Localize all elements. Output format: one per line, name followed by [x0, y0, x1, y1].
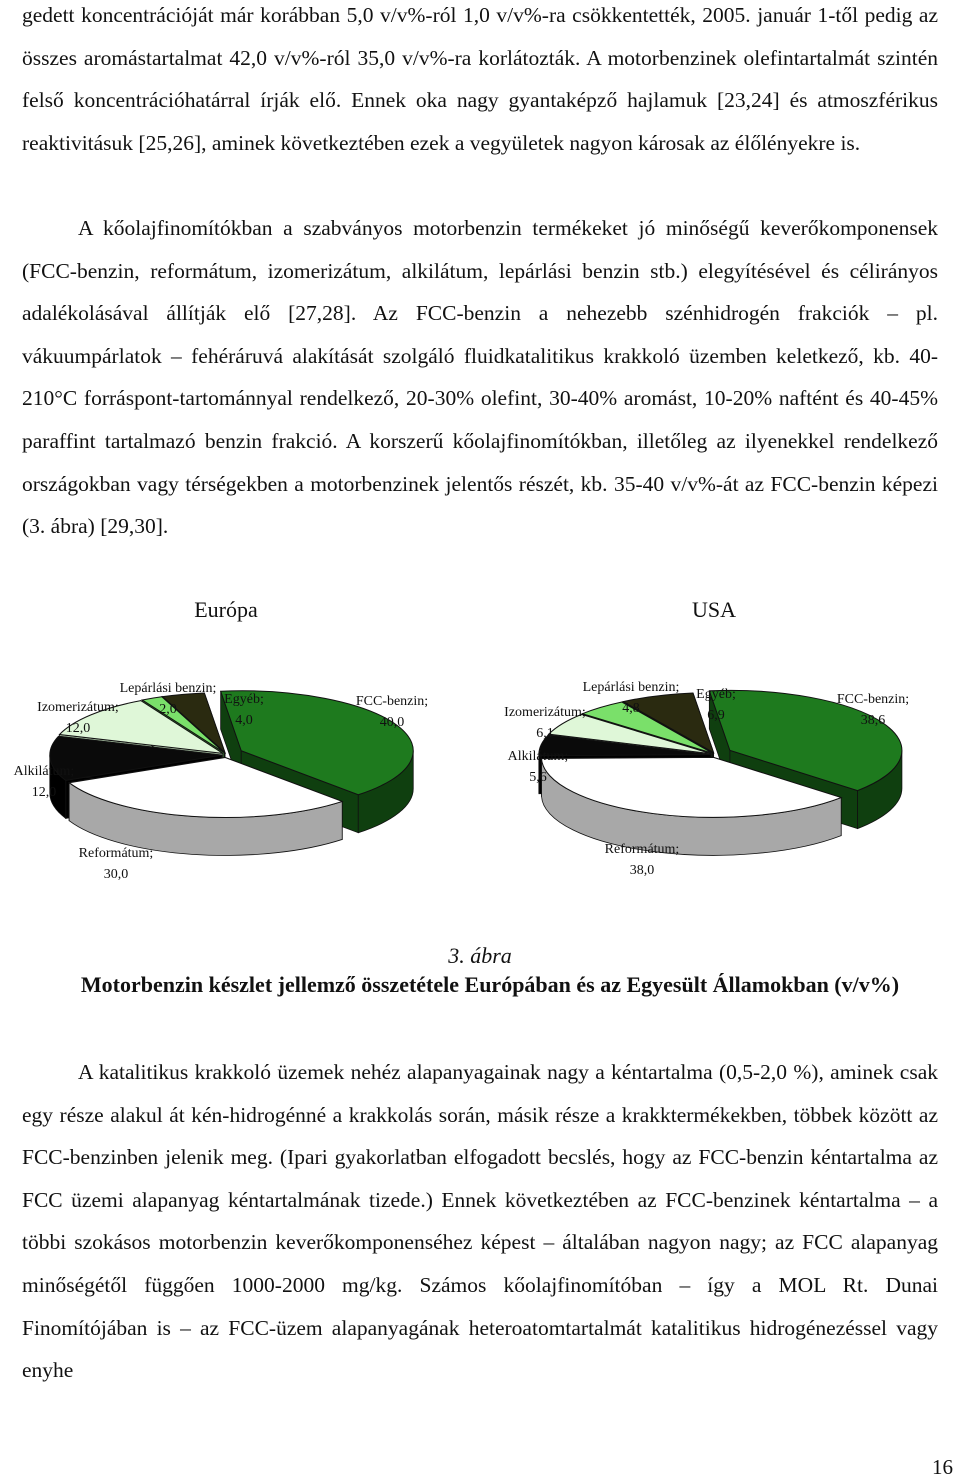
pie-data-label: Alkilátum; 5,6: [507, 749, 569, 785]
composition-pie-charts: [0, 580, 960, 940]
chart-title-usa: USA: [691, 597, 737, 622]
pie-data-label: Lepárlási benzin; 4,8: [582, 680, 680, 716]
pie-data-label: Reformátum; 30,0: [78, 846, 154, 882]
pie-data-label: Lepárlási benzin; 2,0: [119, 681, 217, 717]
figure-caption: Motorbenzin készlet jellemző összetétele Európában és az Egyesült Államokban (v/v%): [80, 972, 900, 997]
pie-chart-europa: [50, 691, 413, 856]
pie-data-label: FCC-benzin; 38,6: [836, 692, 910, 728]
pie-data-label: Izomerizátum; 12,0: [37, 700, 119, 736]
body-paragraph-2: A kőolajfinomítókban a szabványos motorbenzin termékeket jó minőségű keverőkomponensek (FCC-benzin, reformátum, izomerizátum, alkilátum, lepárlási benzin stb.) elegyítésével és célirányos adalékolásával állítják elő [27,28]. Az FCC-benzin a nehezebb szénhidrogén frakciók – pl. vákuumpárlatok – fehéráruvá alakítását szolgáló fluidkatalitikus krakkoló üzemben keletkező, kb. 40-210°C forráspont-tartománnyal rendelkező, 20-30% olefint, 30-40% aromást, 10-20% naftént és 40-45% paraffint tartalmazó benzin frakció. A korszerű kőolajfinomítókban, illetőleg az ilyenekkel rendelkező országokban vagy térségekben a motorbenzinek jelentős részét, kb. 35-40 v/v%-át az FCC-benzin képezi (3. ábra) [29,30].: [22, 216, 938, 539]
figure-number: 3. ábra: [448, 943, 512, 968]
page-number: 16: [932, 1455, 953, 1479]
pie-data-label: FCC-benzin; 40,0: [355, 694, 429, 730]
pie-data-label: Alkilátum; 12,0: [13, 764, 75, 800]
pie-data-label: Reformátum; 38,0: [604, 842, 680, 878]
chart-title-europa: Európa: [194, 597, 258, 622]
pie-data-label: Egyéb; 6,9: [696, 687, 736, 723]
pie-data-label: Egyéb; 4,0: [224, 692, 264, 728]
pie-data-label: Izomerizátum; 6,1: [504, 705, 586, 741]
body-paragraph-1: gedett koncentrációját már korábban 5,0 v/v%-ról 1,0 v/v%-ra csökkentették, 2005. január 1-től pedig az összes aromástartalmat 42,0 v/v%-ról 35,0 v/v%-ra korlátozták. A motorbenzinek olefintartalmát szintén felső koncentrációhatárral írják elő. Ennek oka nagy gyantaképző hajlamuk [23,24] és atmoszférikus reaktivitásuk [25,26], aminek következtében ezek a vegyületek nagyon károsak az élőlényekre is.: [22, 3, 938, 155]
body-paragraph-3: A katalitikus krakkoló üzemek nehéz alapanyagainak nagy a kéntartalma (0,5-2,0 %), aminek csak egy része alakul át kén-hidrogénné a krakkolás során, másik része a krakktermékekben, többek között az FCC-benzinben jelenik meg. (Ipari gyakorlatban elfogadott becslés, hogy az FCC-benzin kéntartalma az FCC üzemi alapanyag kéntartalmának tizede.) Ennek következtében az FCC-benzinek kéntartalma – a többi szokásos motorbenzin keverőkomponenséhez képest – általában nagyon nagy; az FCC alapanyag minőségétől függően 1000-2000 mg/kg. Számos kőolajfinomítóban – így a MOL Rt. Dunai Finomítójában is – az FCC-üzem alapanyagának heteroatomtartalmát katalitikus hidrogénezéssel vagy enyhe: [22, 1060, 938, 1383]
